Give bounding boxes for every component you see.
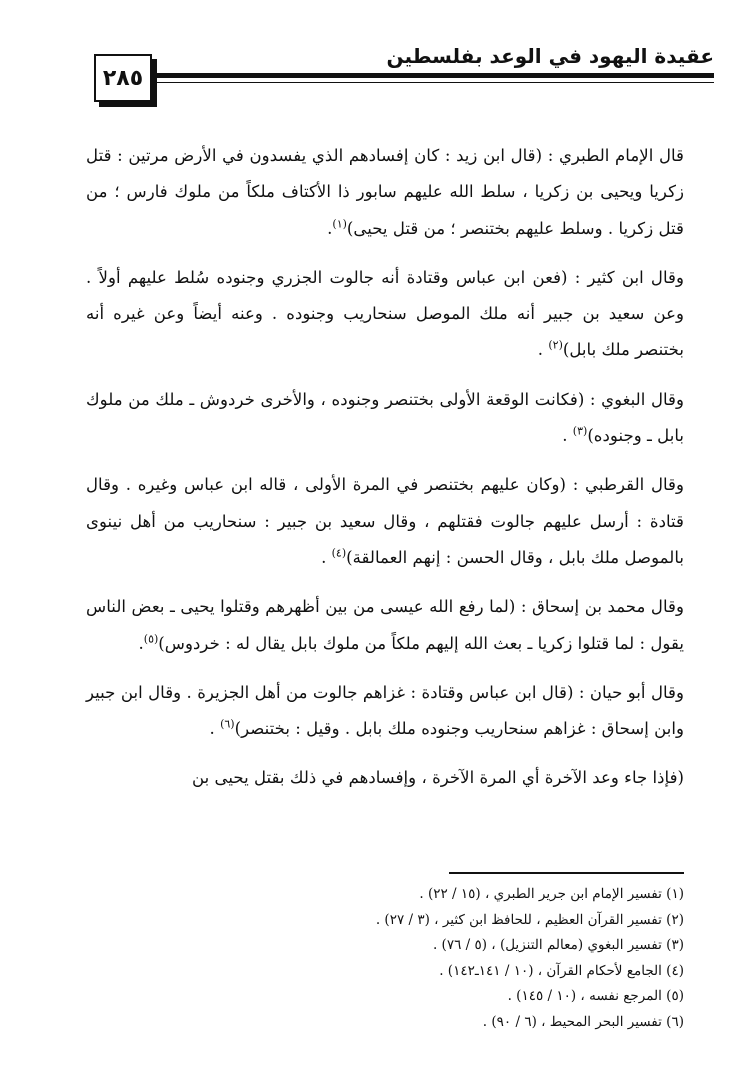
footnote-separator <box>449 872 684 874</box>
paragraph <box>86 138 684 247</box>
paragraph <box>86 589 684 662</box>
footnote: (٤) الجامع لأحكام القرآن ، (١٠ / ١٤١ـ١٤٢) . <box>439 962 684 979</box>
paragraph-end: . <box>138 633 144 653</box>
footnote-ref: (١) <box>332 217 347 231</box>
paragraph <box>86 760 684 796</box>
paragraph <box>86 382 684 455</box>
footnote-ref: (٣) <box>572 424 588 438</box>
footnote-ref: (٥) <box>143 632 159 646</box>
footnote-ref: (٤) <box>331 546 347 560</box>
paragraph-end: . <box>537 340 549 360</box>
paragraph-text: (فإذا جاء وعد الآخرة أي المرة الآخرة ، وإفسادهم في ذلك بقتل يحيى بن <box>192 768 684 788</box>
footnotes <box>300 882 684 1036</box>
page-number: ٢٨٥ <box>102 65 144 91</box>
page-number-box <box>94 54 152 102</box>
paragraph-text: وقال البغوي : (فكانت الوقعة الأولى بختنصر وجنوده ، والأخرى خردوش ـ ملك من ملوك بابل ـ وجنوده) <box>86 389 684 446</box>
footnote: (٢) تفسير القرآن العظيم ، للحافظ ابن كثير ، (٣ / ٢٧) . <box>375 911 684 928</box>
paragraph-end: . <box>209 719 221 739</box>
main-text <box>86 138 684 797</box>
paragraph-end: . <box>327 218 333 238</box>
paragraph <box>86 467 684 576</box>
paragraph-text: وقال القرطبي : (وكان عليهم بختنصر في المرة الأولى ، قاله ابن عباس وغيره . وقال قتادة : أرسل عليهم جالوت فقتلهم ، وقال سعيد بن جبير : سنحاريب من أهل نينوى بالموصل ملك بابل ، وقال الحسن : إنهم العمالقة) <box>86 475 684 567</box>
paragraph-end: . <box>321 547 332 567</box>
footnote: (٦) تفسير البحر المحيط ، (٦ / ٩٠) . <box>482 1013 684 1030</box>
footnote: (٣) تفسير البغوي (معالم التنزيل) ، (٥ / ٧٦) . <box>432 937 684 954</box>
paragraph <box>86 675 684 748</box>
paragraph-end: . <box>562 426 573 446</box>
header-thick-rule <box>150 73 714 78</box>
paragraph-text: قال الإمام الطبري : (قال ابن زيد : كان إفسادهم الذي يفسدون في الأرض مرتين : قتل زكريا ويحيى بن زكريا ، سلط الله عليهم سابور ذا الأكتاف ملكاً من ملوك فارس ؛ من قتل زكريا . وسلط عليهم بختنصر ؛ من قتل يحيى) <box>86 146 684 238</box>
paragraph <box>86 260 684 369</box>
header-thin-rule <box>150 82 714 83</box>
paragraph-text: وقال محمد بن إسحاق : (لما رفع الله عيسى من بين أظهرهم وقتلوا يحيى ـ بعض الناس يقول : لما قتلوا زكريا ـ بعث الله إليهم ملكاً من ملوك بابل يقال له : خردوس) <box>86 597 684 653</box>
running-header-title: عقيدة اليهود في الوعد بفلسطين <box>386 44 714 68</box>
footnote-ref: (٦) <box>220 717 235 731</box>
footnote: (٥) المرجع نفسه ، (١٠ / ١٤٥) . <box>507 988 684 1005</box>
footnote-ref: (٢) <box>548 338 563 352</box>
paragraph-text: وقال ابن كثير : (فعن ابن عباس وقتادة أنه جالوت الجزري وجنوده سُلط عليهم أولاً . وعن سعيد بن جبير أنه ملك الموصل سنحاريب وجنوده . وعنه أيضاً وعن غيره أنه بختنصر ملك بابل) <box>86 267 684 360</box>
footnote: (١) تفسير الإمام ابن جرير الطبري ، (١٥ / ٢٢) . <box>419 886 684 902</box>
paragraph-text: وقال أبو حيان : (قال ابن عباس وقتادة : غزاهم جالوت من أهل الجزيرة . وقال ابن جبير وابن إسحاق : غزاهم سنحاريب وجنوده ملك بابل . وقيل : بختنصر) <box>86 682 684 739</box>
